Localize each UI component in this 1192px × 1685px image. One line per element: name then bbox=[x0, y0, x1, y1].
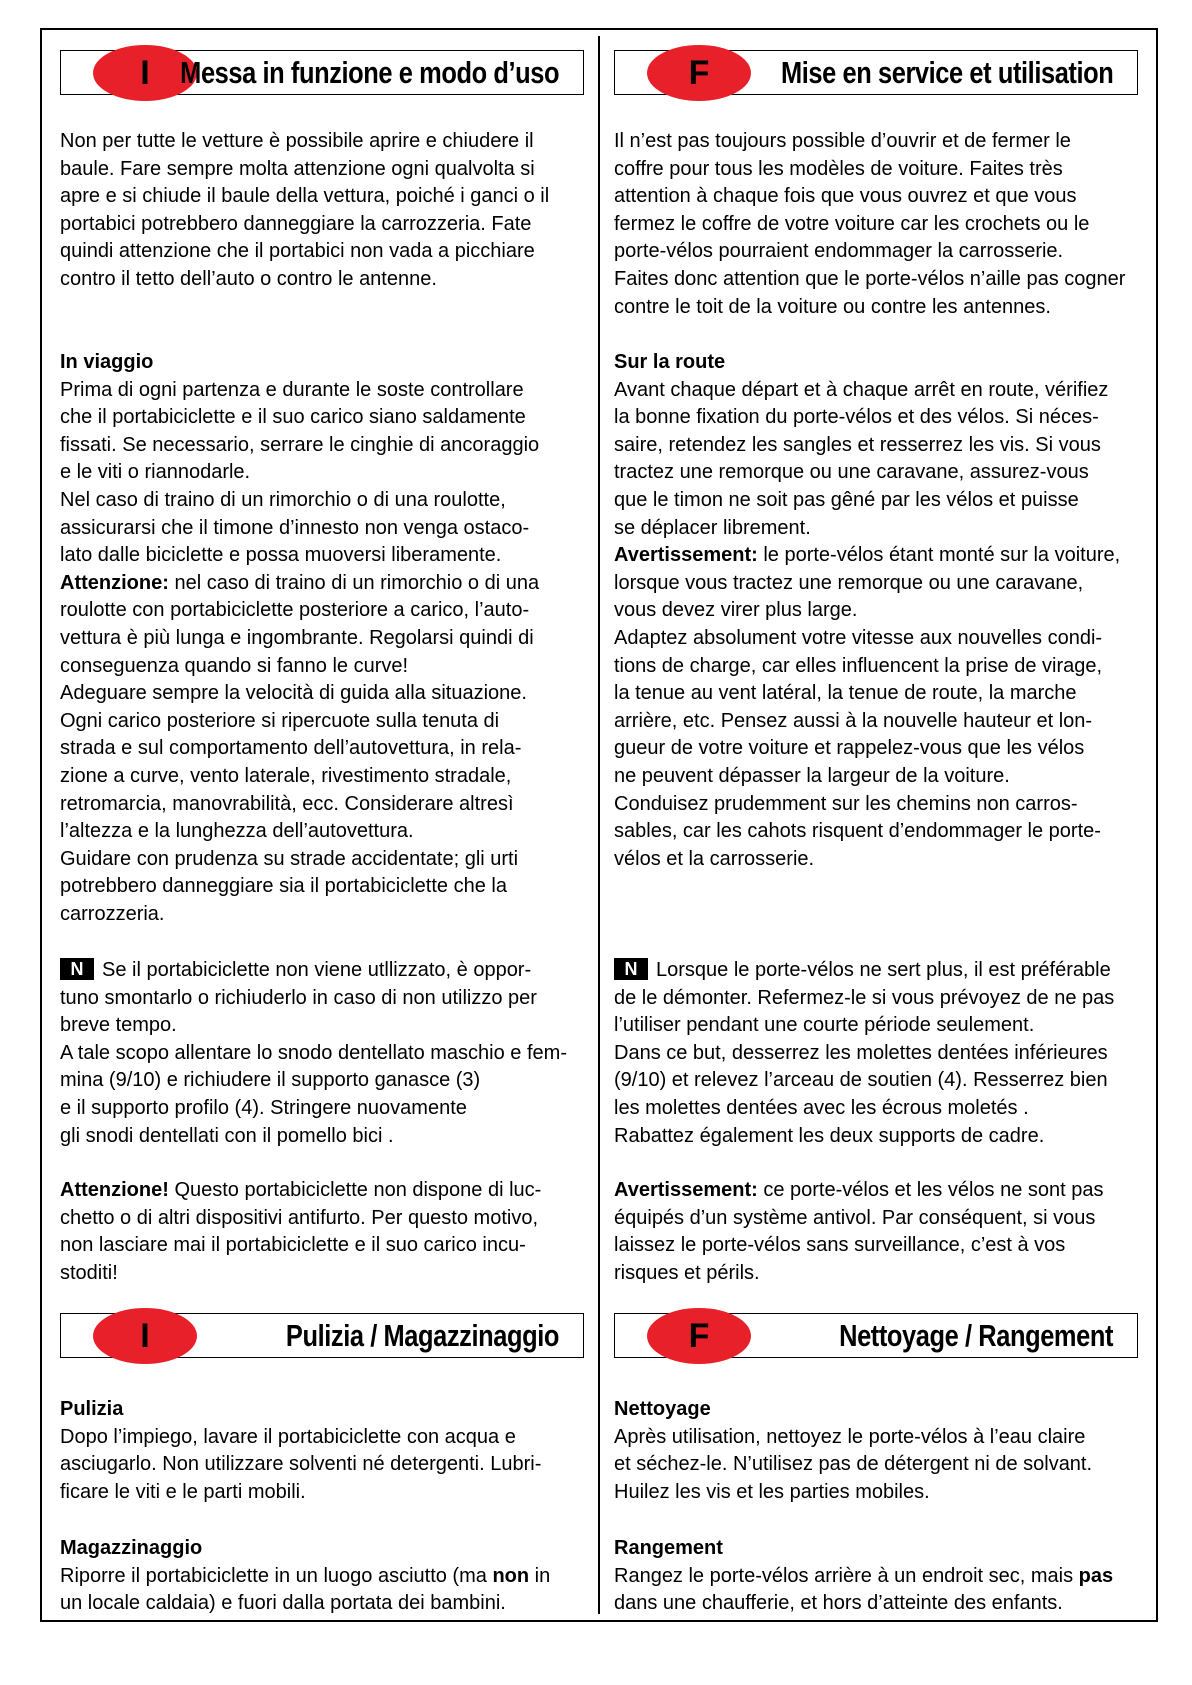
text-line: la bonne fixation du porte-vélos et des vélos. Si néces- bbox=[614, 406, 1099, 429]
text-line: risques et périls. bbox=[614, 1261, 760, 1284]
text-line: l’utiliser pendant une courte période seulement. bbox=[614, 1014, 1035, 1037]
text-line: équipés d’un système antivol. Par conséquent, si vous bbox=[614, 1206, 1096, 1229]
language-badge: I bbox=[93, 1308, 197, 1364]
text-line: roulotte con portabiciclette posteriore a carico, l’auto- bbox=[60, 599, 530, 622]
text-line: chetto o di altri dispositivi antifurto. Per questo motivo, bbox=[60, 1206, 539, 1229]
storage-heading: Magazzinaggio bbox=[60, 1537, 203, 1559]
text-line: vous devez virer plus large. bbox=[614, 599, 858, 622]
attention-paragraph bbox=[60, 570, 590, 598]
text-line: fissati. Se necessario, serrare le cinghie di ancoraggio bbox=[60, 433, 540, 456]
text-line: baule. Fare sempre molta attenzione ogni qualvolta si bbox=[60, 157, 535, 180]
travel-text-b bbox=[614, 570, 1144, 874]
storage-emphasis: non bbox=[492, 1564, 530, 1587]
travel-section bbox=[614, 349, 1144, 873]
section-title: Mise en service et utilisation bbox=[780, 55, 1113, 90]
text-line: sables, car les cahots risquent d’endommager le porte- bbox=[614, 820, 1101, 843]
storage-text-end: in bbox=[529, 1564, 551, 1587]
travel-heading: Sur la route bbox=[614, 351, 726, 373]
text-line: strada e sul comportamento dell’autovettura, in rela- bbox=[60, 737, 522, 760]
storage-section bbox=[60, 1535, 590, 1618]
text-line: non lasciare mai il portabiciclette e il suo carico incu- bbox=[60, 1234, 526, 1257]
text-line: lorsque vous tractez une remorque ou une caravane, bbox=[614, 571, 1084, 594]
intro-text bbox=[614, 128, 1144, 321]
text-line: laissez le porte-vélos sans surveillance, c’est à vos bbox=[614, 1234, 1066, 1257]
antitheft-first bbox=[60, 1177, 590, 1205]
text-line: se déplacer librement. bbox=[614, 516, 811, 539]
text-line: breve tempo. bbox=[60, 1014, 177, 1037]
section-title: Messa in funzione e modo d’uso bbox=[180, 55, 559, 90]
text-line: tractez une remorque ou une caravane, assurez-vous bbox=[614, 461, 1089, 484]
text-line: apre e si chiude il baule della vettura, poiché i ganci o il bbox=[60, 185, 550, 208]
section-header-usage-it bbox=[60, 50, 584, 95]
note-badge: N bbox=[60, 958, 94, 980]
storage-heading: Rangement bbox=[614, 1537, 723, 1559]
section-title: Nettoyage / Rangement bbox=[839, 1318, 1113, 1353]
text-line: potrebbero danneggiare sia il portabiciclette che la bbox=[60, 875, 507, 898]
text-line: vettura è più lunga e ingombrante. Regolarsi quindi di bbox=[60, 626, 534, 649]
language-badge: F bbox=[647, 1308, 751, 1364]
attention-paragraph bbox=[614, 542, 1144, 570]
language-badge: F bbox=[647, 45, 751, 101]
note-badge: N bbox=[614, 958, 648, 980]
text-line: Nel caso di traino di un rimorchio o di una roulotte, bbox=[60, 488, 506, 511]
text-line: Huilez les vis et les parties mobiles. bbox=[614, 1480, 930, 1503]
note-section bbox=[614, 957, 1144, 1150]
text-line: fermez le coffre de votre voiture car les crochets ou le bbox=[614, 212, 1090, 235]
column-divider bbox=[598, 36, 600, 1614]
cleaning-text bbox=[60, 1424, 590, 1507]
text-line: que le timon ne soit pas gêné par les vélos et puisse bbox=[614, 488, 1079, 511]
storage-line bbox=[614, 1563, 1144, 1591]
section-header-cleaning-fr bbox=[614, 1313, 1138, 1358]
text-line: vélos et la carrosserie. bbox=[614, 847, 815, 870]
text-line: che il portabiciclette e il suo carico siano saldamente bbox=[60, 406, 526, 429]
text-line: saire, retendez les sangles et resserrez les vis. Si vous bbox=[614, 433, 1101, 456]
note-text: Lorsque le porte-vélos ne sert plus, il est préférable bbox=[656, 959, 1111, 981]
text-line: contro il tetto dell’auto o contro le antenne. bbox=[60, 267, 437, 290]
text-line: tions de charge, car elles influencent la prise de virage, bbox=[614, 654, 1103, 677]
text-line: contre le toit de la voiture ou contre les antennes. bbox=[614, 295, 1051, 318]
storage-last-line: un locale caldaia) e fuori dalla portata dei bambini. bbox=[60, 1592, 506, 1615]
text-line: attention à chaque fois que vous ouvrez et que vous bbox=[614, 185, 1077, 208]
text-line: Après utilisation, nettoyez le porte-vélos à l’eau claire bbox=[614, 1425, 1086, 1448]
text-line: gli snodi dentellati con il pomello bici . bbox=[60, 1124, 394, 1147]
language-badge: I bbox=[93, 45, 197, 101]
text-line: la tenue au vent latéral, la tenue de route, la marche bbox=[614, 682, 1077, 705]
text-line: quindi attenzione che il portabici non vada a picchiare bbox=[60, 240, 535, 263]
note-first-line bbox=[60, 957, 590, 985]
storage-line bbox=[60, 1563, 590, 1591]
text-line: portabici potrebbero danneggiare la carrozzeria. Fate bbox=[60, 212, 532, 235]
text-line: e il supporto profilo (4). Stringere nuovamente bbox=[60, 1096, 467, 1119]
text-line: tuno smontarlo o richiuderlo in caso di non utilizzo per bbox=[60, 986, 537, 1009]
text-line: Conduisez prudemment sur les chemins non carros- bbox=[614, 792, 1078, 815]
text-line: ne peuvent dépasser la largeur de la voiture. bbox=[614, 764, 1010, 787]
text-line: Adeguare sempre la velocità di guida alla situazione. bbox=[60, 682, 527, 705]
text-line: les molettes dentées avec les écrous moletés . bbox=[614, 1096, 1029, 1119]
storage-section bbox=[614, 1535, 1144, 1618]
text-line: porte-vélos pourraient endommager la carrosserie. bbox=[614, 240, 1064, 263]
text-line: lato dalle biciclette e possa muoversi liberamente. bbox=[60, 544, 502, 567]
cleaning-section bbox=[60, 1396, 590, 1506]
text-line: ficare le viti e le parti mobili. bbox=[60, 1480, 306, 1503]
text-line: (9/10) et relevez l’arceau de soutien (4). Resserrez bien bbox=[614, 1069, 1108, 1092]
text-line: stoditi! bbox=[60, 1261, 118, 1284]
antitheft-label: Attenzione! bbox=[60, 1179, 169, 1201]
travel-text-a bbox=[60, 377, 590, 570]
text-line: Guidare con prudenza su strade accidentate; gli urti bbox=[60, 847, 519, 870]
cleaning-text bbox=[614, 1424, 1144, 1507]
text-line: assicurarsi che il timone d’innesto non venga ostaco- bbox=[60, 516, 530, 539]
cleaning-heading: Pulizia bbox=[60, 1398, 124, 1420]
text-line: Non per tutte le vetture è possibile aprire e chiudere il bbox=[60, 130, 534, 152]
attention-label: Attenzione: bbox=[60, 571, 169, 594]
text-line: asciugarlo. Non utilizzare solventi né detergenti. Lubri- bbox=[60, 1453, 542, 1476]
storage-last-line: dans une chaufferie, et hors d’atteinte des enfants. bbox=[614, 1592, 1063, 1615]
text-line: carrozzeria. bbox=[60, 902, 165, 925]
antitheft-section bbox=[614, 1177, 1144, 1287]
antitheft-label: Avertissement: bbox=[614, 1179, 758, 1201]
text-line: et séchez-le. N’utilisez pas de détergent ni de solvant. bbox=[614, 1453, 1093, 1476]
text-line: Avant chaque départ et à chaque arrêt en route, vérifiez bbox=[614, 378, 1109, 401]
text-line: Dopo l’impiego, lavare il portabiciclette con acqua e bbox=[60, 1425, 516, 1448]
attention-text: le porte-vélos étant monté sur la voiture, bbox=[757, 544, 1121, 567]
antitheft-lines bbox=[60, 1205, 590, 1288]
antitheft-section bbox=[60, 1177, 590, 1287]
attention-label: Avertissement: bbox=[614, 544, 758, 567]
travel-text-b bbox=[60, 597, 590, 928]
storage-emphasis: pas bbox=[1078, 1564, 1114, 1587]
note-first-line bbox=[614, 957, 1144, 985]
text-line: arrière, etc. Pensez aussi à la nouvelle hauteur et lon- bbox=[614, 709, 1093, 732]
note-text: Se il portabiciclette non viene utllizzato, è oppor- bbox=[102, 959, 532, 981]
note-lines bbox=[60, 985, 590, 1151]
antitheft-text: Questo portabiciclette non dispone di luc- bbox=[168, 1179, 542, 1201]
text-line: l’altezza e la lunghezza dell’autovettura. bbox=[60, 820, 414, 843]
antitheft-text: ce porte-vélos et les vélos ne sont pas bbox=[757, 1179, 1104, 1201]
text-line: Dans ce but, desserrez les molettes dentées inférieures bbox=[614, 1041, 1108, 1064]
text-line: Il n’est pas toujours possible d’ouvrir et de fermer le bbox=[614, 130, 1071, 152]
text-line: retromarcia, manovrabilità, ecc. Considerare altresì bbox=[60, 792, 514, 815]
text-line: mina (9/10) e richiudere il supporto ganasce (3) bbox=[60, 1069, 481, 1092]
intro-text bbox=[60, 128, 590, 294]
text-line: gueur de votre voiture et rappelez-vous que les vélos bbox=[614, 737, 1085, 760]
text-line: Prima di ogni partenza e durante le soste controllare bbox=[60, 378, 524, 401]
text-line: de le démonter. Refermez-le si vous prévoyez de ne pas bbox=[614, 986, 1115, 1009]
section-header-cleaning-it bbox=[60, 1313, 584, 1358]
text-line: Adaptez absolument votre vitesse aux nouvelles condi- bbox=[614, 626, 1103, 649]
storage-text: Riporre il portabiciclette in un luogo asciutto (ma bbox=[60, 1564, 493, 1587]
note-lines bbox=[614, 985, 1144, 1151]
travel-heading: In viaggio bbox=[60, 351, 154, 373]
travel-section bbox=[60, 349, 590, 928]
antitheft-lines bbox=[614, 1205, 1144, 1288]
text-line: e le viti o riannodarle. bbox=[60, 461, 251, 484]
section-title: Pulizia / Magazzinaggio bbox=[285, 1318, 559, 1353]
text-line: conseguenza quando si fanno le curve! bbox=[60, 654, 409, 677]
attention-text: nel caso di traino di un rimorchio o di una bbox=[168, 571, 540, 594]
text-line: zione a curve, vento laterale, rivestimento stradale, bbox=[60, 764, 512, 787]
text-line: A tale scopo allentare lo snodo dentellato maschio e fem- bbox=[60, 1041, 567, 1064]
text-line: Faites donc attention que le porte-vélos n’aille pas cogner bbox=[614, 267, 1126, 290]
text-line: coffre pour tous les modèles de voiture. Faites très bbox=[614, 157, 1063, 180]
cleaning-section bbox=[614, 1396, 1144, 1506]
storage-text: Rangez le porte-vélos arrière à un endroit sec, mais bbox=[614, 1564, 1079, 1587]
section-header-usage-fr bbox=[614, 50, 1138, 95]
text-line: Rabattez également les deux supports de cadre. bbox=[614, 1124, 1045, 1147]
antitheft-first bbox=[614, 1177, 1144, 1205]
text-line: Ogni carico posteriore si ripercuote sulla tenuta di bbox=[60, 709, 500, 732]
travel-text-a bbox=[614, 377, 1144, 543]
note-section bbox=[60, 957, 590, 1150]
cleaning-heading: Nettoyage bbox=[614, 1398, 711, 1420]
